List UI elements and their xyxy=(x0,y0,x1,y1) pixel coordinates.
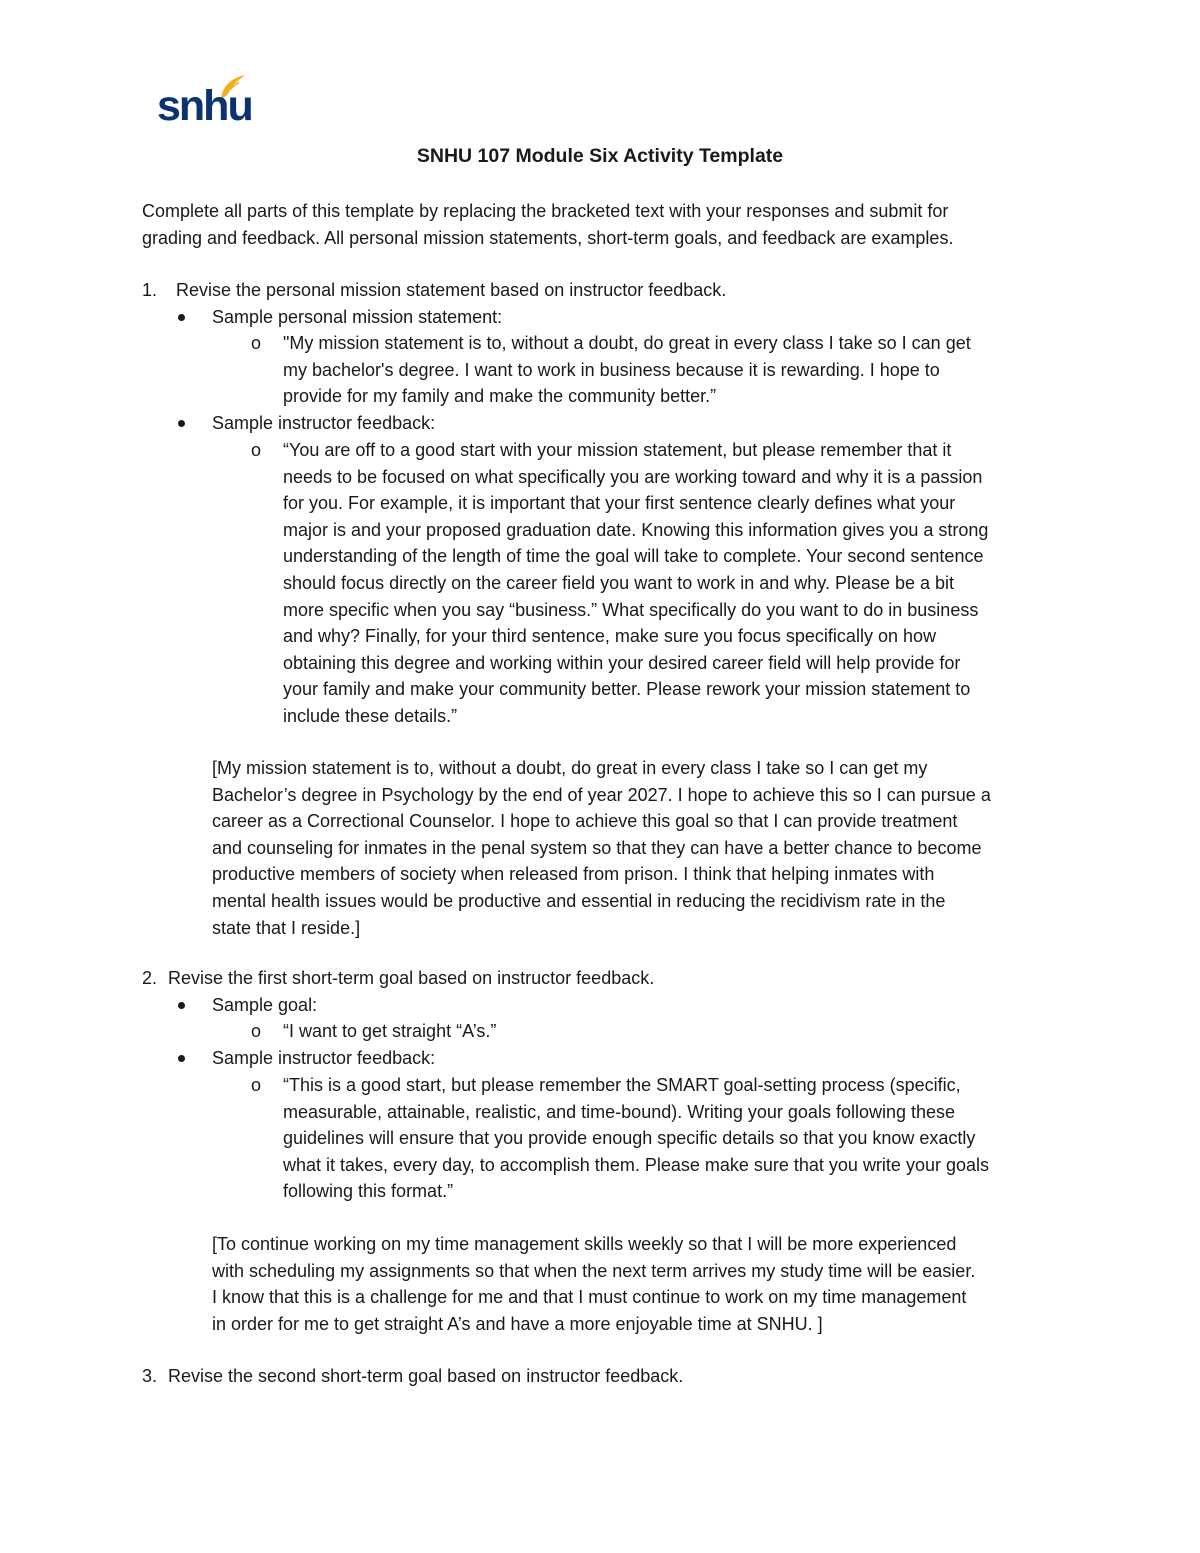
sample-text-line: provide for my family and make the community better.” xyxy=(283,386,717,407)
response-text-line: I know that this is a challenge for me and that I must continue to work on my time management xyxy=(212,1287,967,1308)
response-text-line: state that I reside.] xyxy=(212,917,361,938)
feedback-text-line: include these details.” xyxy=(283,706,458,726)
list-number: 2. xyxy=(142,968,158,988)
sub-bullet-icon: o xyxy=(251,1075,262,1095)
feedback-label: Sample instructor feedback: xyxy=(212,1048,436,1068)
feedback-text-line: guidelines will ensure that you provide enough specific details so that you know exactly xyxy=(283,1128,976,1149)
sample-text-line: “I want to get straight “A’s.” xyxy=(283,1021,497,1041)
response-text-line: mental health issues would be productive and essential in reducing the recidivism rate in the xyxy=(212,891,946,911)
intro-line: Complete all parts of this template by replacing the bracketed text with your responses and submit for xyxy=(142,201,949,221)
feedback-text-line: what it takes, every day, to accomplish them. Please make sure that you write your goals xyxy=(283,1154,989,1175)
section-heading: Revise the personal mission statement based on instructor feedback. xyxy=(176,280,727,300)
response-text-line: Bachelor’s degree in Psychology by the end of year 2027. I hope to achieve this so I can pursue a xyxy=(212,784,991,805)
feedback-text-line: “This is a good start, but please remember the SMART goal-setting process (specific, xyxy=(283,1075,961,1095)
feedback-label: Sample instructor feedback: xyxy=(212,413,436,433)
intro-line: grading and feedback. All personal mission statements, short-term goals, and feedback are examples. xyxy=(142,227,954,248)
feedback-text-line: following this format.” xyxy=(283,1181,454,1202)
sample-text-line: my bachelor's degree. I want to work in business because it is rewarding. I hope to xyxy=(283,359,940,380)
feedback-text-line: understanding of the length of time the goal will take to complete. Your second sentence xyxy=(283,546,984,567)
feedback-text-line: should focus directly on the career field you want to work in and why. Please be a bit xyxy=(283,573,955,593)
list-number: 3. xyxy=(142,1366,158,1386)
feedback-text-line: your family and make your community better. Please rework your mission statement to xyxy=(283,679,971,700)
response-text-line: career as a Correctional Counselor. I hope to achieve this goal so that I can provide treatment xyxy=(212,811,958,832)
bullet-icon xyxy=(178,1055,185,1062)
feedback-text-line: measurable, attainable, realistic, and time-bound). Writing your goals following these xyxy=(283,1101,956,1122)
response-text-line: productive members of society when released from prison. I think that helping inmates with xyxy=(212,864,935,885)
feedback-text-line: obtaining this degree and working within your desired career field will help provide for xyxy=(283,652,961,673)
section-heading: Revise the first short-term goal based on instructor feedback. xyxy=(168,968,655,988)
sub-bullet-icon: o xyxy=(251,333,262,353)
feedback-text-line: more specific when you say “business.” What specifically do you want to do in business xyxy=(283,599,979,620)
section-heading: Revise the second short-term goal based on instructor feedback. xyxy=(168,1366,684,1386)
sample-text-line: "My mission statement is to, without a doubt, do great in every class I take so I can get xyxy=(283,333,971,353)
bullet-icon xyxy=(178,314,185,321)
feedback-text-line: major is and your proposed graduation date. Knowing this information gives you a strong xyxy=(283,519,989,540)
logo-wordmark: snhu xyxy=(157,82,252,130)
response-text-line: [To continue working on my time management skills weekly so that I will be more experienced xyxy=(212,1234,957,1254)
bullet-icon xyxy=(178,420,185,427)
sample-label: Sample goal: xyxy=(212,995,318,1015)
feedback-text-line: and why? Finally, for your third sentence, make sure you focus specifically on how xyxy=(283,626,936,647)
sub-bullet-icon: o xyxy=(251,440,262,460)
feedback-text-line: needs to be focused on what specifically you are working toward and why it is a passion xyxy=(283,466,983,487)
response-text-line: [My mission statement is to, without a doubt, do great in every class I take so I can get my xyxy=(212,758,928,778)
response-text-line: and counseling for inmates in the penal system so that they can have a better chance to become xyxy=(212,837,982,858)
sub-bullet-icon: o xyxy=(251,1021,262,1041)
response-text-line: with scheduling my assignments so that when the next term arrives my study time will be easier. xyxy=(212,1260,976,1281)
response-text-line: in order for me to get straight A’s and have a more enjoyable time at SNHU. ] xyxy=(212,1313,823,1334)
document-title: SNHU 107 Module Six Activity Template xyxy=(416,145,784,167)
feedback-text-line: “You are off to a good start with your mission statement, but please remember that it xyxy=(283,440,952,460)
feedback-text-line: for you. For example, it is important that your first sentence clearly defines what your xyxy=(283,493,956,514)
bullet-icon xyxy=(178,1002,185,1009)
snhu-logo xyxy=(157,72,252,134)
sample-label: Sample personal mission statement: xyxy=(212,307,503,327)
list-number: 1. xyxy=(142,280,158,300)
